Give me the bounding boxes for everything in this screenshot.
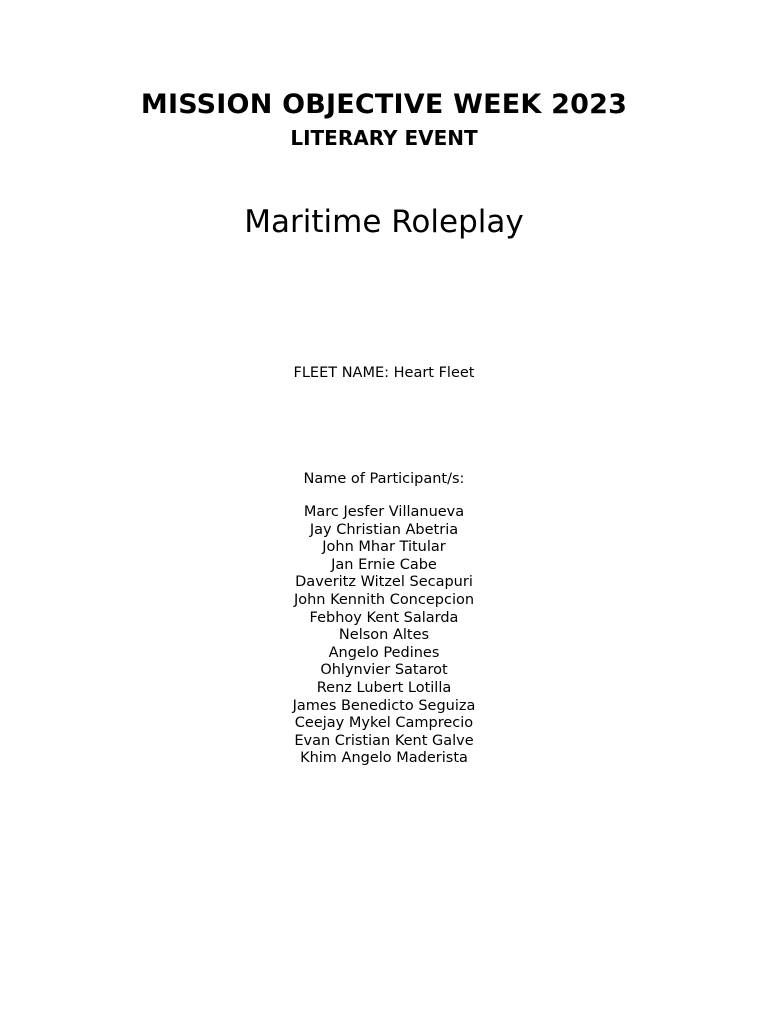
participant-name: Ohlynvier Satarot [320, 662, 448, 679]
participant-name: Jan Ernie Cabe [331, 556, 437, 573]
participant-name: Jay Christian Abetria [309, 521, 459, 538]
event-name: Maritime Roleplay [244, 204, 524, 240]
participant-name: Angelo Pedines [328, 644, 440, 661]
fleet-name-label: FLEET NAME: [293, 365, 394, 381]
participant-name: John Kennith Concepcion [293, 591, 475, 608]
participant-name: Marc Jesfer Villanueva [303, 504, 465, 520]
participant-name: Renz Lubert Lotilla [316, 679, 452, 696]
participant-name: Daveritz Witzel Secapuri [295, 574, 473, 591]
participant-name: Febhoy Kent Salarda [309, 609, 459, 626]
fleet-name-line [0, 363, 768, 383]
participant-name: Nelson Altes [338, 627, 430, 644]
document-subtitle: LITERARY EVENT [290, 126, 478, 150]
participants-heading: Name of Participant/s: [303, 471, 465, 487]
participant-name: John Mhar Titular [322, 539, 446, 556]
fleet-name-value: Heart Fleet [393, 365, 475, 381]
participant-name: Khim Angelo Maderista [300, 750, 468, 767]
participant-name: Ceejay Mykel Camprecio [294, 715, 474, 732]
participants-list [0, 504, 768, 768]
participant-name: Evan Cristian Kent Galve [294, 732, 474, 749]
participant-name: James Benedicto Seguiza [292, 697, 476, 714]
document-title: MISSION OBJECTIVE WEEK 2023 [140, 89, 628, 120]
